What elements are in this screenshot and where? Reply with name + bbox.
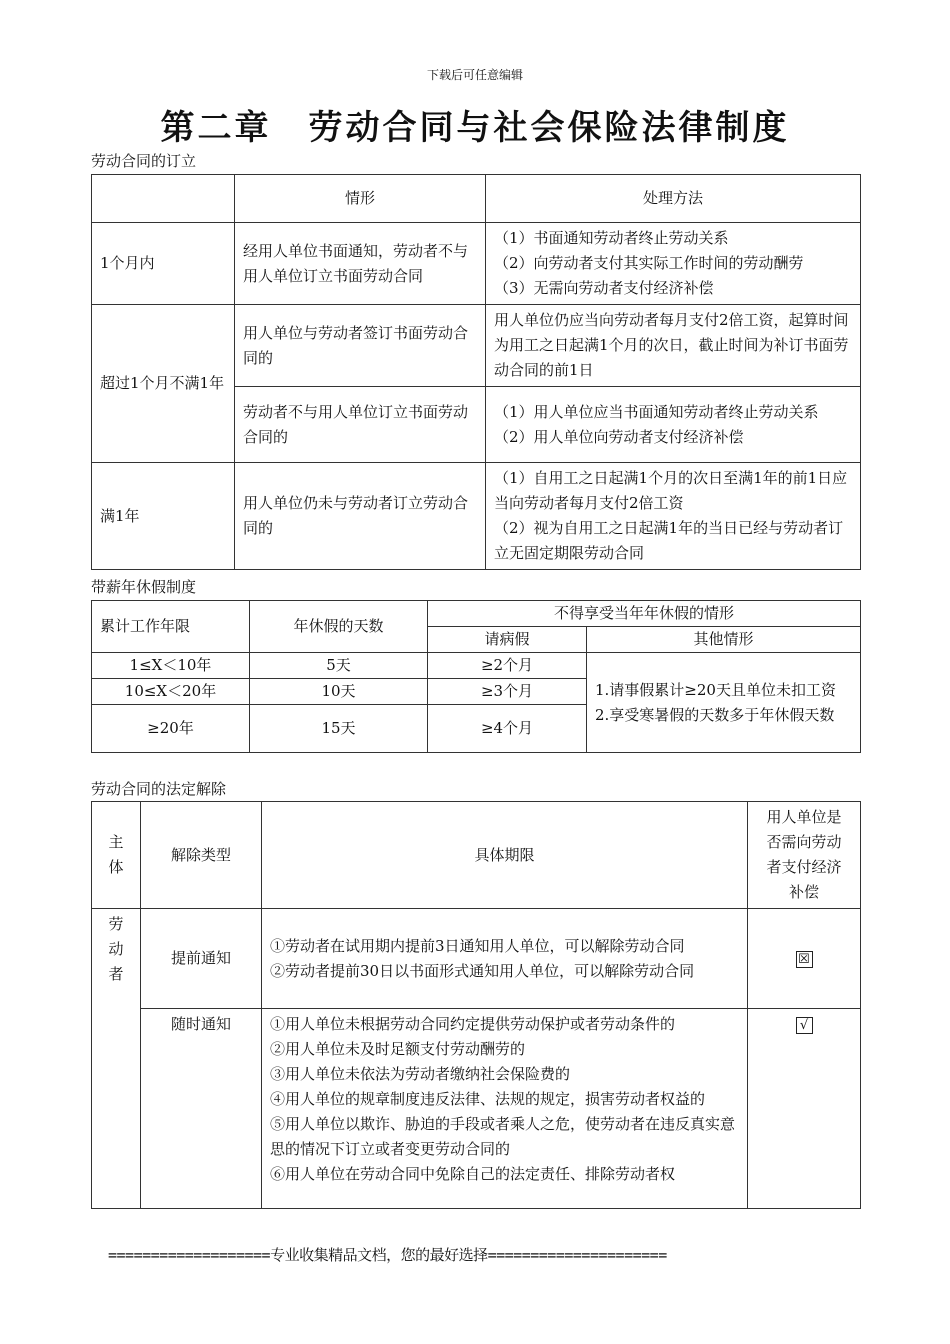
page-title: 第二章 劳动合同与社会保险法律制度 — [160, 108, 790, 148]
method-cell — [486, 387, 861, 463]
method-line: （1）书面通知劳动者终止劳动关系 — [494, 229, 729, 247]
sick-cell: ≥2个月 — [428, 653, 587, 679]
other-line: 1.请事假累计≥20天且单位未扣工资 — [595, 680, 836, 699]
method-cell: 用人单位仍应当向劳动者每月支付2倍工资，起算时间为用工之日起满1个月的次日，截止时间为补订书面劳动合同的前1日 — [486, 305, 861, 387]
other-line: 2.享受寒暑假的天数多于年休假天数 — [595, 705, 835, 724]
header-note: 下载后可任意编辑 — [426, 68, 523, 82]
period-line: ①用人单位未根据劳动合同约定提供劳动保护或者劳动条件的 — [270, 1015, 676, 1033]
method-line: （3）无需向劳动者支付经济补偿 — [494, 279, 714, 297]
years-cell: 10≤X＜20年 — [92, 679, 250, 705]
table-header-other: 其他情形 — [587, 627, 861, 653]
other-cell — [587, 653, 861, 753]
days-cell: 15天 — [250, 705, 428, 753]
table-header-type: 解除类型 — [141, 802, 262, 909]
termination-type-cell: 提前通知 — [141, 909, 262, 1009]
years-cell: 1≤X＜10年 — [92, 653, 250, 679]
period-line: ⑥用人单位在劳动合同中免除自己的法定责任、排除劳动者权 — [270, 1165, 676, 1183]
days-cell: 10天 — [250, 679, 428, 705]
method-line: （1）自用工之日起满1个月的次日至满1年的前1日应当向劳动者每月支付2倍工资 — [494, 469, 848, 512]
years-cell: ≥20年 — [92, 705, 250, 753]
termination-period-cell — [262, 909, 748, 1009]
method-line: （1）用人单位应当书面通知劳动者终止劳动关系 — [494, 402, 819, 421]
method-line: （2）用人单位向劳动者支付经济补偿 — [494, 427, 744, 446]
table-header-method: 处理方法 — [486, 175, 861, 223]
table-header-compensation: 用人单位是否需向劳动者支付经济补偿 — [748, 802, 861, 909]
method-line: （2）向劳动者支付其实际工作时间的劳动酬劳 — [494, 254, 804, 272]
table-header-exclusion: 不得享受当年年休假的情形 — [428, 601, 861, 627]
sick-cell: ≥4个月 — [428, 705, 587, 753]
subject-cell: 劳动者 — [92, 909, 141, 1209]
termination-type-cell: 随时通知 — [141, 1009, 262, 1209]
section-heading-contract-termination: 劳动合同的法定解除 — [91, 780, 227, 798]
table-header-subject: 主体 — [92, 802, 141, 909]
method-cell — [486, 223, 861, 305]
days-cell: 5天 — [250, 653, 428, 679]
termination-period-cell — [262, 1009, 748, 1209]
compensation-cell — [748, 909, 861, 1009]
situation-cell: 用人单位仍未与劳动者订立劳动合同的 — [235, 463, 486, 570]
period-line: ⑤用人单位以欺诈、胁迫的手段或者乘人之危，使劳动者在违反真实意思的情况下订立或者变更劳动合同的 — [270, 1115, 736, 1158]
contract-signing-table — [91, 174, 861, 570]
table-header-situation: 情形 — [235, 175, 486, 223]
situation-cell: 劳动者不与用人单位订立书面劳动合同的 — [235, 387, 486, 463]
table-header-years: 累计工作年限 — [92, 601, 250, 653]
checked-box-icon: √ — [796, 1017, 813, 1034]
period-cell: 超过1个月不满1年 — [92, 305, 235, 463]
footer-banner: ===================专业收集精品文档，您的最好选择===================== — [108, 1246, 667, 1264]
contract-termination-table — [91, 801, 861, 1209]
section-heading-contract-signing: 劳动合同的订立 — [91, 152, 197, 170]
crossed-box-icon: ☒ — [796, 951, 813, 968]
method-cell — [486, 463, 861, 570]
table-header-days: 年休假的天数 — [250, 601, 428, 653]
table-header-empty — [92, 175, 235, 223]
period-line: ②劳动者提前30日以书面形式通知用人单位，可以解除劳动合同 — [270, 961, 695, 980]
table-header-sick: 请病假 — [428, 627, 587, 653]
compensation-cell — [748, 1009, 861, 1209]
period-line: ③用人单位未依法为劳动者缴纳社会保险费的 — [270, 1065, 571, 1083]
method-line: （2）视为自用工之日起满1年的当日已经与劳动者订立无固定期限劳动合同 — [494, 519, 844, 562]
table-header-period: 具体期限 — [262, 802, 748, 909]
situation-cell: 用人单位与劳动者签订书面劳动合同的 — [235, 305, 486, 387]
annual-leave-table — [91, 600, 861, 753]
period-line: ①劳动者在试用期内提前3日通知用人单位，可以解除劳动合同 — [270, 936, 685, 955]
period-cell: 1个月内 — [92, 223, 235, 305]
period-line: ②用人单位未及时足额支付劳动酬劳的 — [270, 1040, 526, 1058]
sick-cell: ≥3个月 — [428, 679, 587, 705]
period-cell: 满1年 — [92, 463, 235, 570]
section-heading-annual-leave: 带薪年休假制度 — [91, 578, 197, 596]
period-line: ④用人单位的规章制度违反法律、法规的规定，损害劳动者权益的 — [270, 1090, 706, 1108]
situation-cell: 经用人单位书面通知，劳动者不与用人单位订立书面劳动合同 — [235, 223, 486, 305]
